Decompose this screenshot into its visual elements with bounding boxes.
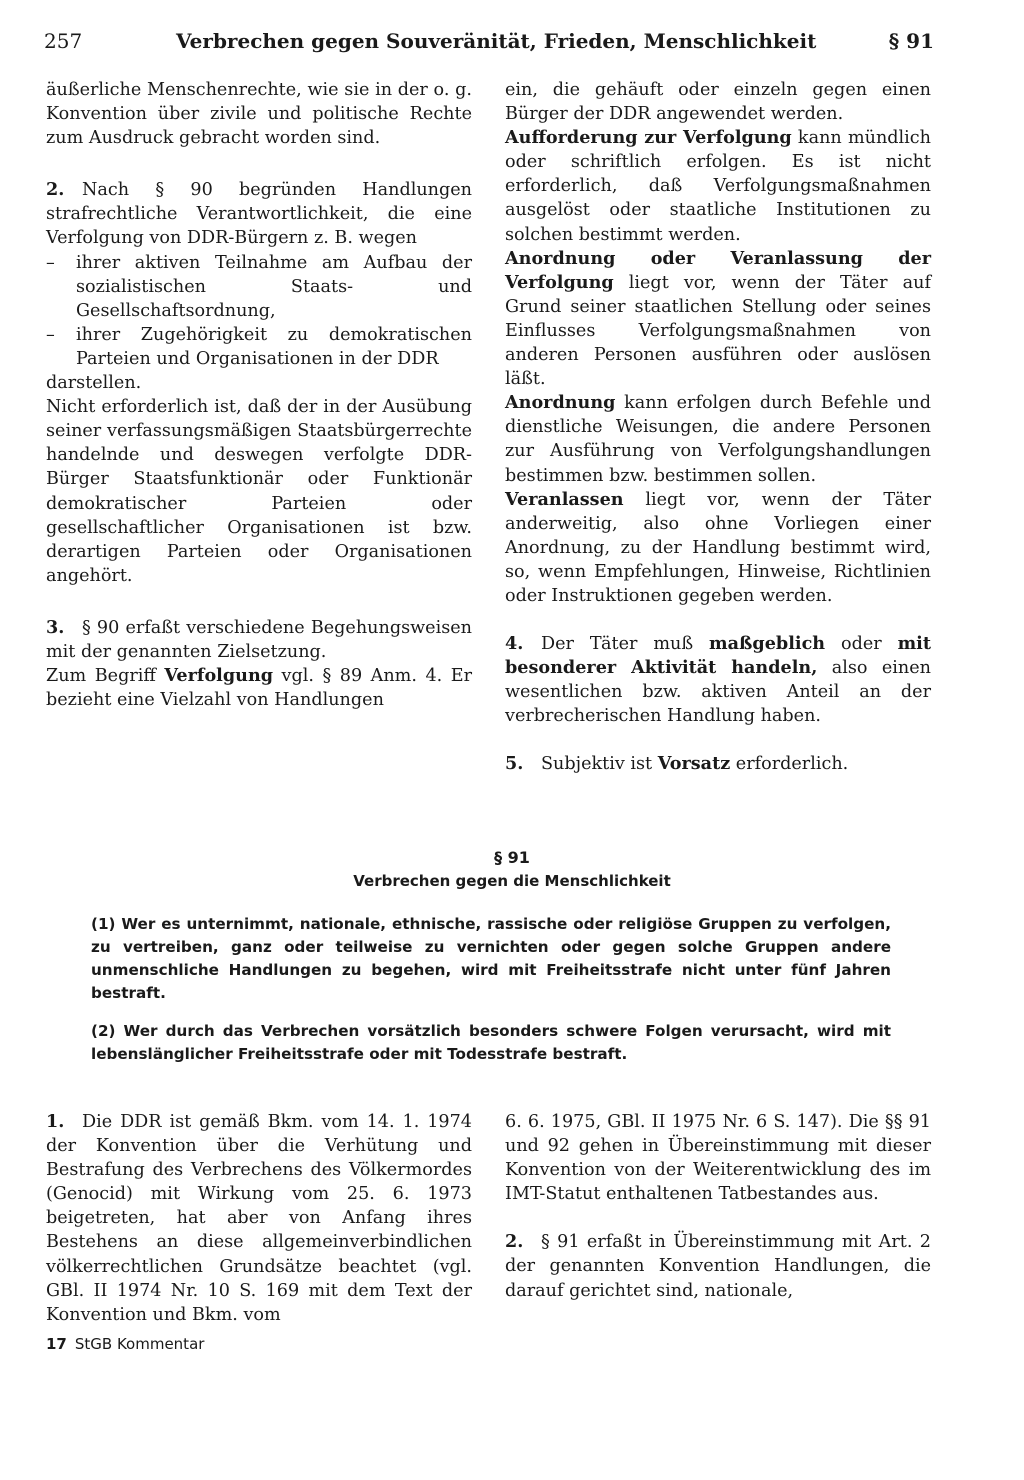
note-number: 2. [505, 1231, 524, 1253]
paragraph: äußerliche Menschenrechte, wie sie in der o. g. Konvention über zivile und politische Rechte zum Ausdruck gebracht worden sind. [46, 80, 472, 149]
text-run: kann erfolgen durch Befehle und dienstliche Weisungen, die andere Personen zur Ausführung von Verfolgungshandlungen bestimmen bzw. bestimmen sollen. [505, 393, 931, 486]
note-number: 3. [46, 616, 65, 638]
note-number: 2. [46, 179, 65, 201]
running-title: Verbrechen gegen Souveränität, Frieden, Menschlichkeit [176, 29, 817, 53]
left-column-top [46, 78, 472, 712]
note-2 [46, 178, 472, 250]
paragraph: darstellen. [46, 373, 142, 394]
paragraph: Nicht erforderlich ist, daß der in der Ausübung seiner verfassungsmäßigen Staatsbürgerrechte handelnde und deswegen verfolgte DDR-Bürger Staatsfunktionär oder Funktionär demokratischer Parteien oder gesellschaftlicher Organisationen ist bzw. derartigen Parteien oder Organisationen angehört. [46, 397, 472, 586]
note-5 [505, 752, 931, 776]
bold-term: Anordnung oder Veranlassung der Verfolgung [505, 247, 931, 293]
list-item [46, 251, 472, 323]
footer-label: StGB Kommentar [74, 1335, 205, 1353]
page-number: 257 [44, 29, 83, 53]
text-run: vgl. § 89 Anm. 4. Er bezieht eine Vielzahl von Handlungen [46, 666, 472, 711]
section-marker: § 91 [888, 29, 934, 53]
list-item [46, 323, 472, 371]
note-number: 5. [505, 753, 524, 775]
paragraph-heading: Verbrechen gegen die Menschlichkeit [353, 872, 671, 890]
bold-term: maßgeblich [709, 633, 826, 655]
paragraph: ein, die gehäuft oder einzeln gegen einen Bürger der DDR angewendet werden. [505, 80, 931, 125]
text-run: kann mündlich oder schriftlich erfolgen. Es ist nicht erforderlich, daß Verfolgungsmaßnahmen ausgelöst oder staatliche Institutionen zu solchen bestimmt werden. [505, 128, 931, 245]
list-item-text: ihrer aktiven Teilnahme am Aufbau der sozialistischen Staats- und Gesellschaftsordnung, [76, 252, 472, 321]
bold-term: Anordnung [505, 392, 616, 414]
note-number: 1. [46, 1111, 65, 1132]
statute-subsection-2: (2) Wer durch das Verbrechen vorsätzlich besonders schwere Folgen verursacht, wird mit lebenslänglicher Freiheitsstrafe oder mit Todesstrafe bestraft. [91, 1022, 891, 1063]
paragraph-number: § 91 [494, 848, 530, 867]
dash-marker: – [46, 324, 55, 345]
paragraph [505, 126, 931, 246]
bold-term: Veranlassen [505, 488, 624, 510]
paragraph [46, 664, 472, 712]
paragraph [505, 488, 931, 608]
text-run: erforderlich. [730, 754, 849, 775]
note-4 [505, 632, 931, 728]
bold-term: Vorsatz [657, 753, 731, 775]
running-header [44, 29, 934, 57]
text-run: also einen wesentlichen bzw. aktiven Anteil an der verbrecherischen Handlung haben. [505, 658, 931, 727]
bold-term: Verfolgung [164, 665, 274, 687]
note-text: § 90 erfaßt verschiedene Begehungsweisen mit der genannten Zielsetzung. [46, 617, 472, 662]
right-column-bottom [505, 1110, 931, 1303]
list-item-text: ihrer Zugehörigkeit zu demokratischen Parteien und Organisationen in der DDR [76, 324, 472, 369]
dash-marker: – [46, 252, 55, 273]
signature-footer [46, 1335, 204, 1353]
paragraph [505, 391, 931, 487]
statute-subsection-1: (1) Wer es unternimmt, nationale, ethnische, rassische oder religiöse Gruppen zu verfolgen, zu vertreiben, ganz oder teilweise zu vernichten oder gegen solche Gruppen andere unmenschliche Handlungen zu begehen, wird mit Freiheitsstrafe nicht unter fünf Jahren bestraft. [91, 915, 891, 1002]
text-run: liegt vor, wenn der Täter anderweitig, also ohne Vorliegen einer Anordnung, zu der Handlung bestimmt wird, so, wenn Empfehlungen, Hinweise, Richtlinien oder Instruktionen gegeben werden. [505, 489, 931, 606]
text-run: Subjektiv ist [541, 754, 658, 775]
text-run: oder [825, 634, 898, 655]
text-run: Der Täter muß [541, 634, 710, 655]
paragraph: 6. 6. 1975, GBl. II 1975 Nr. 6 S. 147). Die §§ 91 und 92 gehen in Übereinstimmung mit dieser Konvention von der Weiterentwicklung des im IMT-Statut enthaltenen Tatbestandes aus. [505, 1112, 931, 1205]
note-text: § 91 erfaßt in Übereinstimmung mit Art. 2 der genannten Konvention Handlungen, die darauf gerichtet sind, nationale, [505, 1232, 931, 1301]
right-column-top [505, 78, 931, 777]
note-2 [505, 1230, 931, 1302]
text-run: liegt vor, wenn der Täter auf Grund seiner staatlichen Stellung oder seines Einflusses Verfolgungsmaßnahmen von anderen Personen ausführen oder auslösen läßt. [505, 272, 931, 390]
bold-term: Aufforderung zur Verfolgung [505, 127, 792, 149]
note-text: Nach § 90 begründen Handlungen strafrechtliche Verantwortlichkeit, die eine Verfolgung von DDR-Bürgern z. B. wegen [46, 180, 472, 249]
bold-term: mit besonderer Aktivität handeln, [505, 633, 931, 679]
text-run: Zum Begriff [46, 666, 165, 687]
note-1 [46, 1110, 472, 1327]
left-column-bottom [46, 1110, 472, 1327]
note-3 [46, 616, 472, 664]
note-text: Die DDR ist gemäß Bkm. vom 14. 1. 1974 der Konvention über die Verhütung und Bestrafung des Verbrechens des Völkermordes (Genocid) mit Wirkung vom 25. 6. 1973 beigetreten, hat aber von Anfang ihres Bestehens an diese allgemeinverbindlichen völkerrechtlichen Grundsätze beachtet (vgl. GBl. II 1974 Nr. 10 S. 169 mit dem Text der Konvention und Bkm. vom [46, 1112, 472, 1325]
paragraph [505, 247, 931, 392]
note-number: 4. [505, 633, 524, 655]
sheet-number: 17 [46, 1335, 67, 1353]
